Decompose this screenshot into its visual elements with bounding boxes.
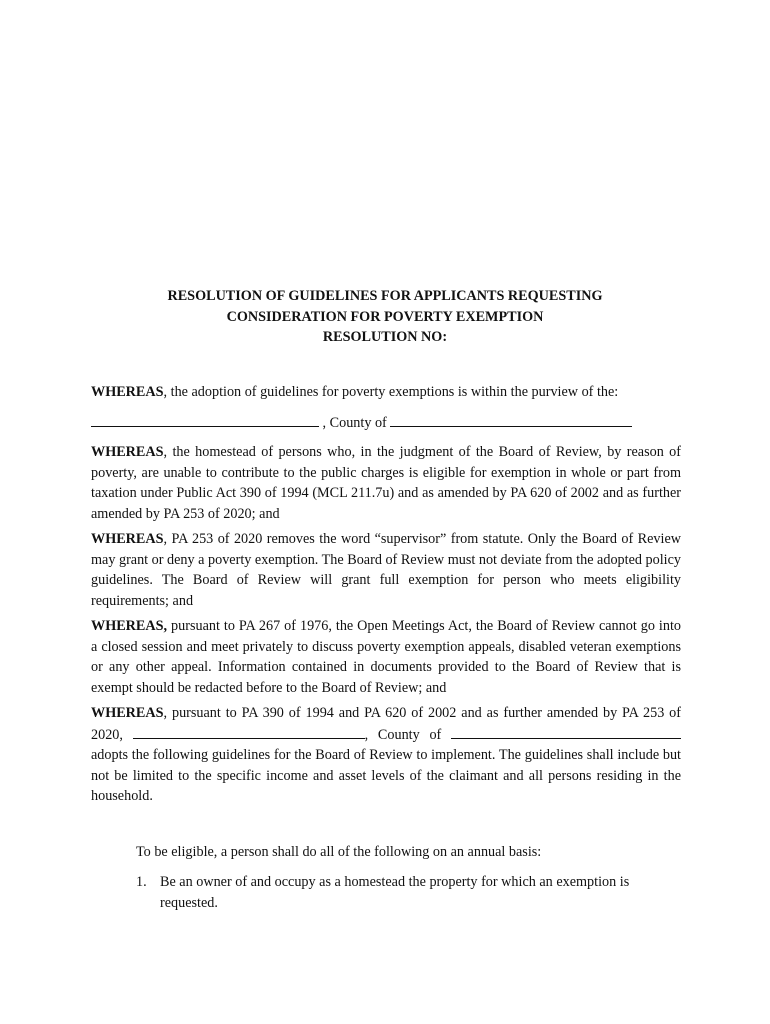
whereas-lead: WHEREAS bbox=[91, 444, 164, 460]
whereas-lead: WHEREAS, bbox=[91, 618, 168, 634]
resolution-number-label: RESOLUTION NO: bbox=[322, 329, 448, 345]
county-of-label: , County of bbox=[364, 726, 451, 743]
jurisdiction-blank[interactable] bbox=[133, 724, 365, 739]
county-blank[interactable] bbox=[390, 412, 632, 427]
whereas-lead: WHEREAS bbox=[91, 384, 164, 400]
document-title bbox=[0, 286, 770, 348]
eligibility-intro: To be eligible, a person shall do all of the following on an annual basis: bbox=[136, 844, 542, 860]
whereas-paragraph-1 bbox=[91, 382, 681, 403]
whereas-lead: WHEREAS bbox=[91, 531, 164, 547]
county-of-label: , County of bbox=[319, 415, 391, 431]
paragraph-text: pursuant to PA 267 of 1976, the Open Meetings Act, the Board of Review cannot go into a closed session and meet privately to discuss poverty exemption appeals, disabled veteran exemptions or any other appeal. Information contained in documents provided to the Board of Review that is exempt should be redacted before to the Board of Review; and bbox=[91, 618, 681, 696]
jurisdiction-line bbox=[91, 412, 681, 434]
list-item-number: 1. bbox=[136, 874, 147, 890]
list-item-text: Be an owner of and occupy as a homestead the property for which an exemption is requested. bbox=[160, 874, 630, 911]
county-blank[interactable] bbox=[451, 724, 681, 739]
paragraph-text: , the adoption of guidelines for poverty exemptions is within the purview of the: bbox=[163, 384, 619, 400]
paragraph-text: , PA 253 of 2020 removes the word “supervisor” from statute. Only the Board of Review may grant or deny a poverty exemption. The Board of Review must not deviate from the adopted policy guidelines. The Board of Review will grant full exemption for person who meets eligibility requirements; and bbox=[91, 531, 681, 609]
paragraph-text: , pursuant to PA 390 of 1994 and PA 620 of 2002 and as further amended by PA 253 of 2020, bbox=[91, 705, 681, 743]
paragraph-text: adopts the following guidelines for the Board of Review to implement. The guidelines shall include but not be limited to the specific income and asset levels of the claimant and all persons residing in the household. bbox=[91, 747, 681, 804]
title-line-2: CONSIDERATION FOR POVERTY EXEMPTION bbox=[226, 308, 544, 325]
whereas-paragraph-3 bbox=[91, 529, 681, 611]
paragraph-text: , the homestead of persons who, in the judgment of the Board of Review, by reason of poverty, are unable to contribute to the public charges is eligible for exemption in whole or part from taxation under Public Act 390 of 1994 (MCL 211.7u) and as amended by PA 620 of 2002 and as further amended by PA 253 of 2020; and bbox=[91, 444, 681, 522]
list-item bbox=[136, 872, 676, 913]
whereas-paragraph-2 bbox=[91, 442, 681, 524]
title-line-1: RESOLUTION OF GUIDELINES FOR APPLICANTS REQUESTING bbox=[167, 288, 603, 304]
whereas-paragraph-4 bbox=[91, 616, 681, 698]
jurisdiction-blank[interactable] bbox=[91, 412, 319, 427]
whereas-paragraph-5 bbox=[91, 703, 681, 807]
whereas-lead: WHEREAS bbox=[91, 705, 164, 721]
